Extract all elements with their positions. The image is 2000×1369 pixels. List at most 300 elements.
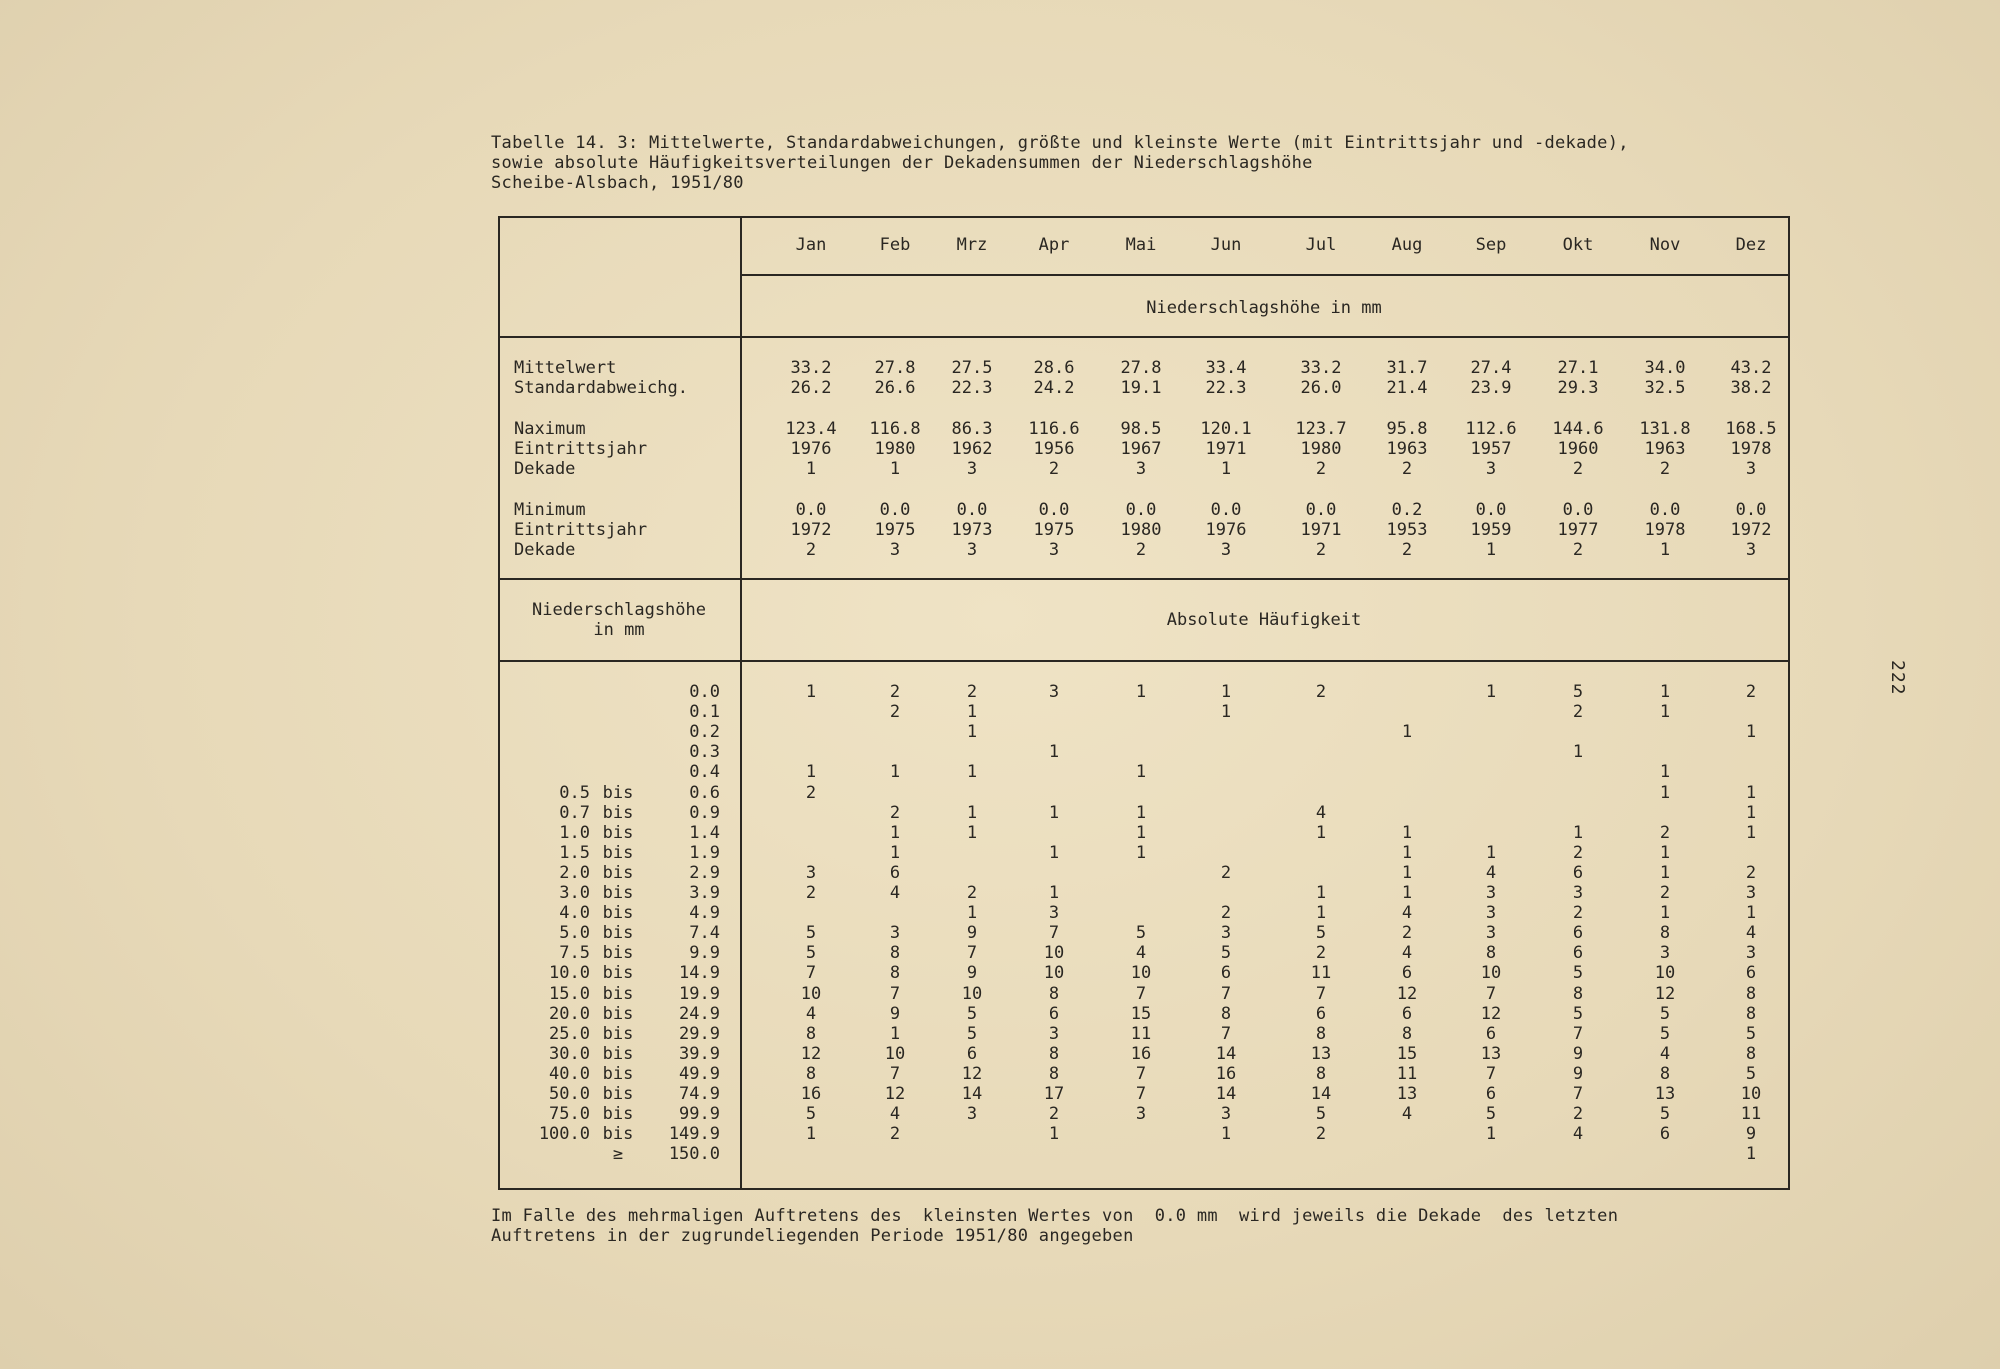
frequency-value: 4 bbox=[805, 1004, 817, 1024]
stat-value: 144.6 bbox=[1552, 419, 1604, 439]
frequency-value: 10 bbox=[1654, 963, 1676, 983]
class-to: 14.9 bbox=[679, 963, 720, 983]
stat-value: 2 bbox=[1659, 459, 1671, 479]
stat-value: 38.2 bbox=[1730, 378, 1772, 398]
caption-line-1: Tabelle 14. 3: Mittelwerte, Standardabweichungen, größte und kleinste Werte (mit Eintrittsjahr und -dekade), bbox=[491, 133, 1629, 153]
stat-value: 1978 bbox=[1644, 520, 1686, 540]
class-to: 149.9 bbox=[668, 1124, 720, 1144]
frequency-value: 6 bbox=[1401, 963, 1413, 983]
frequency-value: 12 bbox=[1396, 984, 1418, 1004]
footnote bbox=[491, 1206, 1618, 1246]
rule-under-stats bbox=[498, 578, 1788, 580]
frequency-value: 2 bbox=[966, 883, 978, 903]
frequency-value: 7 bbox=[966, 943, 978, 963]
frequency-value: 1 bbox=[1220, 1124, 1232, 1144]
frequency-value: 2 bbox=[889, 1124, 901, 1144]
class-bis: bis bbox=[602, 1084, 634, 1104]
frequency-value: 4 bbox=[1135, 943, 1147, 963]
frequency-value: 1 bbox=[1401, 883, 1413, 903]
frequency-value: 16 bbox=[800, 1084, 822, 1104]
class-bis: bis bbox=[602, 984, 634, 1004]
month-header-jun: Jun bbox=[1210, 235, 1242, 255]
frequency-value: 3 bbox=[1048, 682, 1060, 702]
frequency-value: 2 bbox=[1745, 863, 1757, 883]
rule-under-freq-header bbox=[498, 660, 1788, 662]
class-bis: bis bbox=[602, 883, 634, 903]
stat-value: 1963 bbox=[1386, 439, 1428, 459]
frequency-value: 3 bbox=[1220, 923, 1232, 943]
frequency-value: 6 bbox=[889, 863, 901, 883]
class-bis: bis bbox=[602, 803, 634, 823]
frequency-value: 8 bbox=[1220, 1004, 1232, 1024]
frequency-value: 9 bbox=[966, 963, 978, 983]
stat-value: 0.0 bbox=[1649, 500, 1681, 520]
frequency-value: 1 bbox=[1659, 762, 1671, 782]
frequency-value: 4 bbox=[1315, 803, 1327, 823]
frequency-value: 1 bbox=[1315, 883, 1327, 903]
frequency-value: 8 bbox=[805, 1024, 817, 1044]
frequency-value: 2 bbox=[805, 883, 817, 903]
frequency-value: 8 bbox=[1485, 943, 1497, 963]
stat-label: Naximum bbox=[514, 419, 586, 439]
frequency-value: 6 bbox=[1315, 1004, 1327, 1024]
frequency-value: 1 bbox=[966, 803, 978, 823]
frequency-value: 1 bbox=[1745, 783, 1757, 803]
class-bis: bis bbox=[602, 863, 634, 883]
frequency-value: 8 bbox=[1048, 1044, 1060, 1064]
frequency-value: 5 bbox=[1659, 1104, 1671, 1124]
frequency-value: 4 bbox=[1572, 1124, 1584, 1144]
frequency-value: 7 bbox=[889, 1064, 901, 1084]
frequency-value: 10 bbox=[884, 1044, 906, 1064]
page-number: 222 bbox=[1887, 660, 1908, 696]
stat-value: 1963 bbox=[1644, 439, 1686, 459]
class-to: 1.4 bbox=[689, 823, 720, 843]
frequency-value: 8 bbox=[1401, 1024, 1413, 1044]
frequency-value: 4 bbox=[1485, 863, 1497, 883]
frequency-value: 2 bbox=[805, 783, 817, 803]
class-from: 7.5 bbox=[559, 943, 590, 963]
frequency-value: 2 bbox=[889, 803, 901, 823]
frequency-value: 1 bbox=[966, 702, 978, 722]
frequency-value: 4 bbox=[1659, 1044, 1671, 1064]
unit-header: Niederschlagshöhe in mm bbox=[1146, 298, 1382, 318]
frequency-value: 7 bbox=[1135, 1084, 1147, 1104]
footnote-line-2: Auftretens in der zugrundeliegenden Periode 1951/80 angegeben bbox=[491, 1226, 1134, 1246]
stat-value: 1976 bbox=[1205, 520, 1247, 540]
frequency-value: 2 bbox=[1315, 943, 1327, 963]
frequency-value: 12 bbox=[1654, 984, 1676, 1004]
stat-value: 1980 bbox=[1120, 520, 1162, 540]
stat-value: 1957 bbox=[1470, 439, 1512, 459]
class-from: 3.0 bbox=[559, 883, 590, 903]
frequency-value: 3 bbox=[1572, 883, 1584, 903]
stat-value: 1959 bbox=[1470, 520, 1512, 540]
frequency-value: 6 bbox=[1572, 923, 1584, 943]
frequency-value: 1 bbox=[1135, 823, 1147, 843]
stat-value: 3 bbox=[1485, 459, 1497, 479]
frequency-value: 7 bbox=[1572, 1084, 1584, 1104]
frequency-value: 1 bbox=[966, 722, 978, 742]
frequency-value: 1 bbox=[1401, 722, 1413, 742]
class-to: 0.4 bbox=[689, 762, 720, 782]
stat-value: 3 bbox=[1220, 540, 1232, 560]
frequency-value: 3 bbox=[1135, 1104, 1147, 1124]
frequency-value: 15 bbox=[1130, 1004, 1152, 1024]
stat-value: 0.0 bbox=[879, 500, 911, 520]
frequency-value: 16 bbox=[1130, 1044, 1152, 1064]
frequency-value: 11 bbox=[1740, 1104, 1762, 1124]
stat-value: 1977 bbox=[1557, 520, 1599, 540]
frequency-value: 13 bbox=[1480, 1044, 1502, 1064]
stat-value: 123.7 bbox=[1295, 419, 1347, 439]
class-bis: bis bbox=[602, 1004, 634, 1024]
frequency-value: 1 bbox=[1745, 823, 1757, 843]
stat-value: 0.0 bbox=[1562, 500, 1594, 520]
frequency-value: 7 bbox=[1220, 984, 1232, 1004]
stat-value: 116.8 bbox=[869, 419, 921, 439]
frequency-value: 3 bbox=[1485, 923, 1497, 943]
month-header-nov: Nov bbox=[1649, 235, 1681, 255]
stat-value: 1 bbox=[889, 459, 901, 479]
stat-value: 33.2 bbox=[1300, 358, 1342, 378]
stat-value: 3 bbox=[966, 540, 978, 560]
stat-value: 0.2 bbox=[1391, 500, 1423, 520]
frequency-value: 15 bbox=[1396, 1044, 1418, 1064]
frequency-value: 8 bbox=[889, 943, 901, 963]
stat-label: Mittelwert bbox=[514, 358, 617, 378]
frequency-value: 10 bbox=[1130, 963, 1152, 983]
stat-label: Standardabweichg. bbox=[514, 378, 688, 398]
class-to: 2.9 bbox=[689, 863, 720, 883]
class-from: 1.0 bbox=[559, 823, 590, 843]
class-bis: bis bbox=[602, 1124, 634, 1144]
frequency-value: 1 bbox=[805, 682, 817, 702]
class-bis: bis bbox=[602, 963, 634, 983]
class-bis: bis bbox=[602, 1044, 634, 1064]
month-header-jul: Jul bbox=[1305, 235, 1337, 255]
frequency-value: 5 bbox=[1572, 1004, 1584, 1024]
rule-under-unit-header bbox=[498, 336, 1788, 338]
frequency-value: 4 bbox=[889, 883, 901, 903]
stat-value: 3 bbox=[1048, 540, 1060, 560]
frequency-value: 8 bbox=[1315, 1024, 1327, 1044]
frequency-value: 1 bbox=[1315, 823, 1327, 843]
stat-value: 1 bbox=[1485, 540, 1497, 560]
frequency-value: 1 bbox=[1745, 722, 1757, 742]
frequency-value: 1 bbox=[1401, 843, 1413, 863]
frequency-value: 1 bbox=[1048, 843, 1060, 863]
class-to: 4.9 bbox=[689, 903, 720, 923]
frequency-value: 10 bbox=[961, 984, 983, 1004]
class-from: 100.0 bbox=[538, 1124, 590, 1144]
frequency-value: 5 bbox=[1315, 923, 1327, 943]
frequency-value: 9 bbox=[966, 923, 978, 943]
frequency-value: 7 bbox=[1048, 923, 1060, 943]
class-bis: bis bbox=[602, 923, 634, 943]
stat-value: 1978 bbox=[1730, 439, 1772, 459]
stat-value: 95.8 bbox=[1386, 419, 1428, 439]
stat-value: 31.7 bbox=[1386, 358, 1428, 378]
stat-value: 1962 bbox=[951, 439, 993, 459]
frequency-value: 2 bbox=[1220, 863, 1232, 883]
class-to: 3.9 bbox=[689, 883, 720, 903]
stat-value: 28.6 bbox=[1033, 358, 1075, 378]
stat-label: Dekade bbox=[514, 459, 576, 479]
frequency-value: 6 bbox=[1745, 963, 1757, 983]
class-to: 99.9 bbox=[679, 1104, 720, 1124]
frequency-value: 6 bbox=[966, 1044, 978, 1064]
class-bis: bis bbox=[602, 783, 634, 803]
class-to: 7.4 bbox=[689, 923, 720, 943]
class-to: 0.1 bbox=[689, 702, 720, 722]
frequency-value: 9 bbox=[1572, 1064, 1584, 1084]
stat-value: 1953 bbox=[1386, 520, 1428, 540]
class-bis: bis bbox=[602, 823, 634, 843]
class-from: 40.0 bbox=[549, 1064, 590, 1084]
column-divider bbox=[740, 216, 742, 1188]
stat-value: 98.5 bbox=[1120, 419, 1162, 439]
stat-value: 32.5 bbox=[1644, 378, 1686, 398]
frequency-value: 5 bbox=[1659, 1024, 1671, 1044]
class-from: 30.0 bbox=[549, 1044, 590, 1064]
frequency-value: 2 bbox=[1572, 702, 1584, 722]
frequency-value: 1 bbox=[1135, 803, 1147, 823]
frequency-value: 5 bbox=[1315, 1104, 1327, 1124]
frequency-value: 17 bbox=[1043, 1084, 1065, 1104]
caption-line-3: Scheibe-Alsbach, 1951/80 bbox=[491, 173, 744, 193]
frequency-value: 5 bbox=[1745, 1024, 1757, 1044]
frequency-value: 6 bbox=[1401, 1004, 1413, 1024]
frequency-value: 1 bbox=[1659, 863, 1671, 883]
frequency-value: 11 bbox=[1310, 963, 1332, 983]
class-to: 0.6 bbox=[689, 783, 720, 803]
stat-value: 1972 bbox=[1730, 520, 1772, 540]
frequency-value: 1 bbox=[1401, 823, 1413, 843]
frequency-value: 13 bbox=[1654, 1084, 1676, 1104]
frequency-value: 7 bbox=[1572, 1024, 1584, 1044]
stat-value: 22.3 bbox=[1205, 378, 1247, 398]
frequency-value: 6 bbox=[1659, 1124, 1671, 1144]
class-from: 4.0 bbox=[559, 903, 590, 923]
stat-value: 1967 bbox=[1120, 439, 1162, 459]
frequency-value: 1 bbox=[1572, 742, 1584, 762]
stat-value: 2 bbox=[1572, 540, 1584, 560]
month-header-jan: Jan bbox=[795, 235, 827, 255]
frequency-value: 1 bbox=[1220, 702, 1232, 722]
frequency-value: 8 bbox=[1745, 1044, 1757, 1064]
frequency-value: 2 bbox=[1659, 823, 1671, 843]
stat-value: 0.0 bbox=[795, 500, 827, 520]
stat-value: 2 bbox=[1572, 459, 1584, 479]
stat-value: 1971 bbox=[1300, 520, 1342, 540]
frequency-value: 2 bbox=[1401, 923, 1413, 943]
frequency-value: 3 bbox=[1745, 943, 1757, 963]
frequency-value: 1 bbox=[889, 843, 901, 863]
stat-value: 27.8 bbox=[1120, 358, 1162, 378]
frequency-value: 1 bbox=[1572, 823, 1584, 843]
stat-value: 168.5 bbox=[1725, 419, 1777, 439]
class-to: 24.9 bbox=[679, 1004, 720, 1024]
frequency-value: 8 bbox=[805, 1064, 817, 1084]
frequency-value: 1 bbox=[889, 762, 901, 782]
frequency-value: 4 bbox=[1401, 1104, 1413, 1124]
frequency-value: 5 bbox=[805, 943, 817, 963]
month-header-aug: Aug bbox=[1391, 235, 1423, 255]
stat-value: 1980 bbox=[1300, 439, 1342, 459]
frequency-value: 6 bbox=[1048, 1004, 1060, 1024]
frequency-value: 1 bbox=[966, 762, 978, 782]
rule-under-months bbox=[740, 274, 1788, 276]
stat-value: 2 bbox=[1315, 540, 1327, 560]
frequency-value: 1 bbox=[1745, 1144, 1757, 1164]
stat-value: 27.8 bbox=[874, 358, 916, 378]
frequency-value: 2 bbox=[1572, 843, 1584, 863]
class-from: 1.5 bbox=[559, 843, 590, 863]
frequency-value: 1 bbox=[889, 1024, 901, 1044]
stat-value: 1960 bbox=[1557, 439, 1599, 459]
frequency-value: 3 bbox=[1048, 1024, 1060, 1044]
stat-label: Eintrittsjahr bbox=[514, 439, 648, 459]
footnote-line-1: Im Falle des mehrmaligen Auftretens des kleinsten Wertes von 0.0 mm wird jeweils die Dekade des letzten bbox=[491, 1206, 1619, 1226]
frequency-value: 4 bbox=[889, 1104, 901, 1124]
frequency-value: 12 bbox=[884, 1084, 906, 1104]
stat-value: 33.4 bbox=[1205, 358, 1247, 378]
class-from: 50.0 bbox=[549, 1084, 590, 1104]
frequency-value: 2 bbox=[1048, 1104, 1060, 1124]
frequency-value: 10 bbox=[1043, 963, 1065, 983]
stat-value: 0.0 bbox=[956, 500, 988, 520]
stat-label: Dekade bbox=[514, 540, 576, 560]
stat-value: 86.3 bbox=[951, 419, 993, 439]
class-bis: bis bbox=[602, 843, 634, 863]
class-to: 0.0 bbox=[689, 682, 720, 702]
stat-value: 0.0 bbox=[1125, 500, 1157, 520]
class-to: 0.9 bbox=[689, 803, 720, 823]
frequency-value: 2 bbox=[1572, 903, 1584, 923]
stat-value: 1956 bbox=[1033, 439, 1075, 459]
stat-value: 0.0 bbox=[1038, 500, 1070, 520]
stat-value: 26.2 bbox=[790, 378, 832, 398]
frequency-value: 3 bbox=[1659, 943, 1671, 963]
frequency-value: 9 bbox=[889, 1004, 901, 1024]
stat-value: 33.2 bbox=[790, 358, 832, 378]
frequency-value: 13 bbox=[1396, 1084, 1418, 1104]
frequency-value: 1 bbox=[1048, 883, 1060, 903]
class-from: 25.0 bbox=[549, 1024, 590, 1044]
frequency-value: 1 bbox=[1048, 1124, 1060, 1144]
class-bis: bis bbox=[602, 1064, 634, 1084]
class-from: 10.0 bbox=[549, 963, 590, 983]
stat-value: 131.8 bbox=[1639, 419, 1691, 439]
stat-value: 1980 bbox=[874, 439, 916, 459]
frequency-value: 2 bbox=[1745, 682, 1757, 702]
frequency-value: 2 bbox=[966, 682, 978, 702]
frequency-value: 8 bbox=[1745, 1004, 1757, 1024]
class-to: 29.9 bbox=[679, 1024, 720, 1044]
frequency-value: 5 bbox=[1485, 1104, 1497, 1124]
frequency-value: 10 bbox=[1043, 943, 1065, 963]
frequency-value: 3 bbox=[1745, 883, 1757, 903]
frequency-value: 13 bbox=[1310, 1044, 1332, 1064]
frequency-value: 6 bbox=[1572, 943, 1584, 963]
frequency-value: 7 bbox=[1135, 1064, 1147, 1084]
frequency-value: 2 bbox=[889, 682, 901, 702]
frequency-value: 6 bbox=[1220, 963, 1232, 983]
frequency-value: 2 bbox=[1220, 903, 1232, 923]
stat-value: 2 bbox=[1135, 540, 1147, 560]
stat-label: Minimum bbox=[514, 500, 586, 520]
frequency-value: 1 bbox=[805, 762, 817, 782]
frequency-value: 10 bbox=[800, 984, 822, 1004]
stat-value: 19.1 bbox=[1120, 378, 1162, 398]
month-header-apr: Apr bbox=[1038, 235, 1070, 255]
frequency-value: 11 bbox=[1130, 1024, 1152, 1044]
frequency-value: 1 bbox=[1659, 682, 1671, 702]
frequency-value: 2 bbox=[1315, 682, 1327, 702]
frequency-value: 9 bbox=[1572, 1044, 1584, 1064]
stat-value: 43.2 bbox=[1730, 358, 1772, 378]
frequency-value: 4 bbox=[1745, 923, 1757, 943]
stat-value: 22.3 bbox=[951, 378, 993, 398]
frequency-value: 14 bbox=[1215, 1084, 1237, 1104]
frequency-value: 8 bbox=[1659, 1064, 1671, 1084]
stat-value: 1976 bbox=[790, 439, 832, 459]
frequency-value: 5 bbox=[1572, 963, 1584, 983]
frequency-value: 1 bbox=[1485, 682, 1497, 702]
class-from: 5.0 bbox=[559, 923, 590, 943]
frequency-value: 1 bbox=[1485, 1124, 1497, 1144]
stat-value: 2 bbox=[805, 540, 817, 560]
class-to: 0.2 bbox=[689, 722, 720, 742]
caption-line-2: sowie absolute Häufigkeitsverteilungen der Dekadensummen der Niederschlagshöhe bbox=[491, 153, 1313, 173]
class-from: 0.7 bbox=[559, 803, 590, 823]
frequency-value: 7 bbox=[889, 984, 901, 1004]
stat-value: 0.0 bbox=[1735, 500, 1767, 520]
frequency-value: 9 bbox=[1745, 1124, 1757, 1144]
frequency-value: 6 bbox=[1485, 1084, 1497, 1104]
class-to: 19.9 bbox=[679, 984, 720, 1004]
stat-value: 0.0 bbox=[1305, 500, 1337, 520]
month-header-mai: Mai bbox=[1125, 235, 1157, 255]
frequency-value: 1 bbox=[1745, 903, 1757, 923]
stat-value: 27.4 bbox=[1470, 358, 1512, 378]
stat-value: 3 bbox=[966, 459, 978, 479]
class-from: 15.0 bbox=[549, 984, 590, 1004]
frequency-value: 10 bbox=[1480, 963, 1502, 983]
frequency-value: 8 bbox=[1745, 984, 1757, 1004]
stat-value: 1 bbox=[1659, 540, 1671, 560]
frequency-value: 14 bbox=[961, 1084, 983, 1104]
stat-value: 116.6 bbox=[1028, 419, 1080, 439]
frequency-value: 7 bbox=[1485, 984, 1497, 1004]
stat-value: 2 bbox=[1401, 459, 1413, 479]
class-bis: ≥ bbox=[612, 1144, 624, 1164]
stat-value: 3 bbox=[889, 540, 901, 560]
frequency-value: 1 bbox=[1220, 682, 1232, 702]
stat-value: 1972 bbox=[790, 520, 832, 540]
frequency-value: 1 bbox=[1135, 682, 1147, 702]
frequency-value: 2 bbox=[1572, 1104, 1584, 1124]
class-bis: bis bbox=[602, 1104, 634, 1124]
frequency-value: 5 bbox=[1745, 1064, 1757, 1084]
class-from: 20.0 bbox=[549, 1004, 590, 1024]
frequency-value: 1 bbox=[1315, 903, 1327, 923]
frequency-value: 8 bbox=[889, 963, 901, 983]
stat-value: 21.4 bbox=[1386, 378, 1428, 398]
frequency-value: 2 bbox=[1659, 883, 1671, 903]
frequency-value: 5 bbox=[966, 1004, 978, 1024]
